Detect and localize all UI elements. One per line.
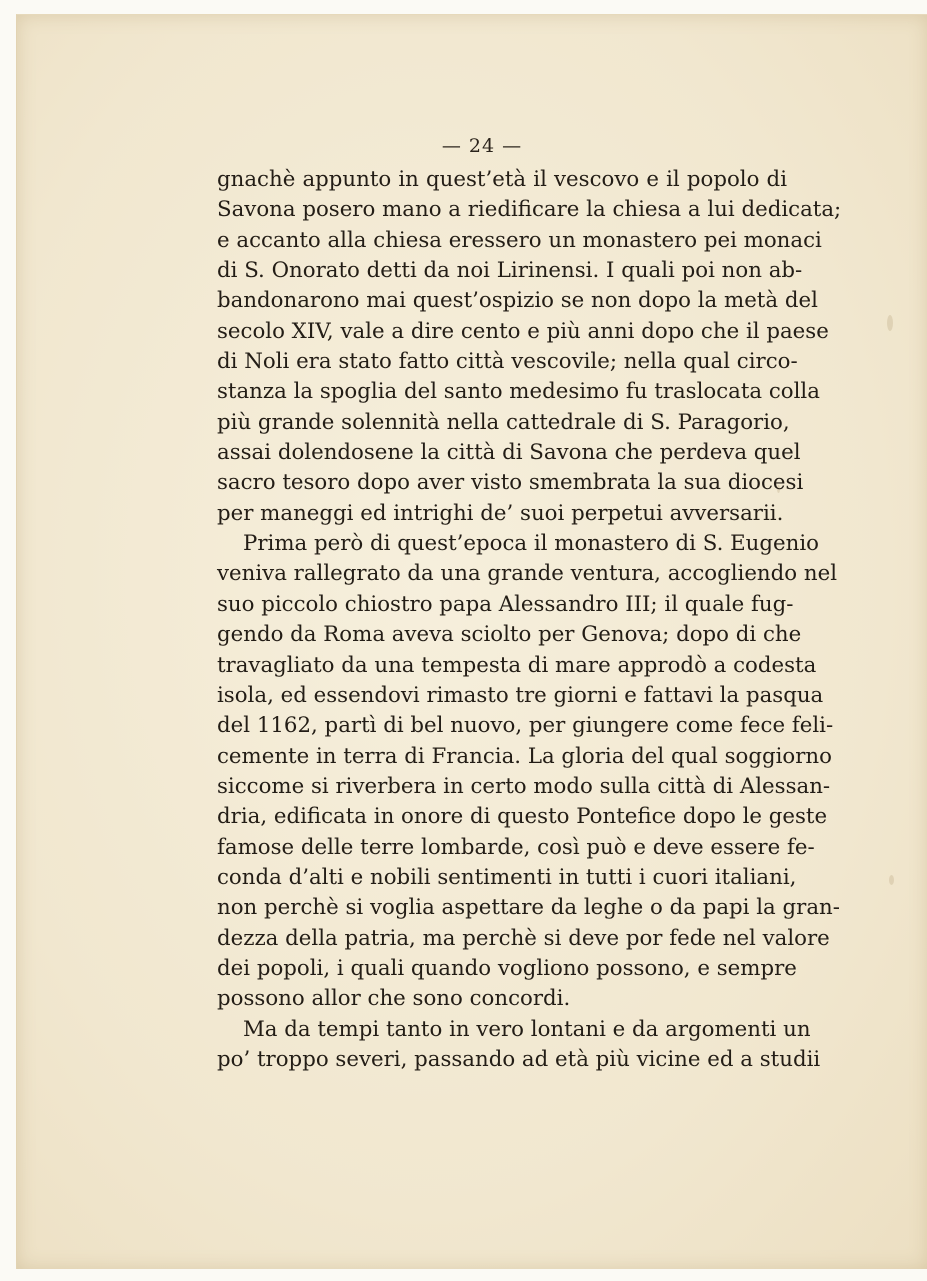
text-line: suo piccolo chiostro papa Alessandro III; il quale fug- xyxy=(217,591,794,617)
text-line: per maneggi ed intrighi de’ suoi perpetui avversarii. xyxy=(217,500,784,526)
text-line: non perchè si voglia aspettare da leghe o da papi la gran- xyxy=(217,895,840,921)
text-line: po’ troppo severi, passando ad età più vicine ed a studii xyxy=(217,1046,821,1072)
text-line: dezza della patria, ma perchè si deve por fede nel valore xyxy=(217,925,830,951)
text-line: Prima però di quest’epoca il monastero di S. Eugenio xyxy=(243,531,819,557)
text-line: gendo da Roma aveva sciolto per Genova; dopo di che xyxy=(217,622,802,648)
text-line: di Noli era stato fatto città vescovile; nella qual circo- xyxy=(217,349,798,375)
text-line: dria, edificata in onore di questo Pontefice dopo le geste xyxy=(217,804,828,830)
text-line: Ma da tempi tanto in vero lontani e da argomenti un xyxy=(243,1016,811,1042)
text-line: possono allor che sono concordi. xyxy=(217,986,571,1012)
text-line: cemente in terra di Francia. La gloria del qual soggiorno xyxy=(217,743,832,769)
text-line: dei popoli, i quali quando vogliono possono, e sempre xyxy=(217,955,797,981)
paper-sheet xyxy=(16,14,927,1269)
text-line: conda d’alti e nobili sentimenti in tutti i cuori italiani, xyxy=(217,864,797,890)
text-line: sacro tesoro dopo aver visto smembrata la sua diocesi xyxy=(217,470,804,496)
text-line: e accanto alla chiesa eressero un monastero pei monaci xyxy=(217,227,822,253)
text-line: veniva rallegrato da una grande ventura, accogliendo nel xyxy=(217,561,838,587)
text-line: gnachè appunto in quest’età il vescovo e il popolo di xyxy=(217,167,787,192)
stain-mark xyxy=(889,875,894,885)
text-line: famose delle terre lombarde, così può e deve essere fe- xyxy=(217,834,815,860)
text-line: Savona posero mano a riedificare la chiesa a lui dedicata; xyxy=(217,197,842,223)
text-line: siccome si riverbera in certo modo sulla città di Alessan- xyxy=(217,773,831,799)
text-line: isola, ed essendovi rimasto tre giorni e fattavi la pasqua xyxy=(217,682,824,708)
text-line: assai dolendosene la città di Savona che perdeva quel xyxy=(217,440,801,466)
text-line: del 1162, partì di bel nuovo, per giungere come fece feli- xyxy=(217,713,834,739)
stain-mark xyxy=(887,315,893,331)
text-line: travagliato da una tempesta di mare approdò a codesta xyxy=(217,652,817,678)
page-number: — 24 — xyxy=(441,135,523,157)
text-line: stanza la spoglia del santo medesimo fu traslocata colla xyxy=(217,379,820,405)
text-line: più grande solennità nella cattedrale di S. Paragorio, xyxy=(217,409,790,435)
text-line: bandonarono mai quest’ospizio se non dopo la metà del xyxy=(217,288,818,314)
body-text xyxy=(217,165,842,1075)
text-line: di S. Onorato detti da noi Lirinensi. I quali poi non ab- xyxy=(217,258,803,284)
text-line: secolo XIV, vale a dire cento e più anni dopo che il paese xyxy=(217,318,829,344)
